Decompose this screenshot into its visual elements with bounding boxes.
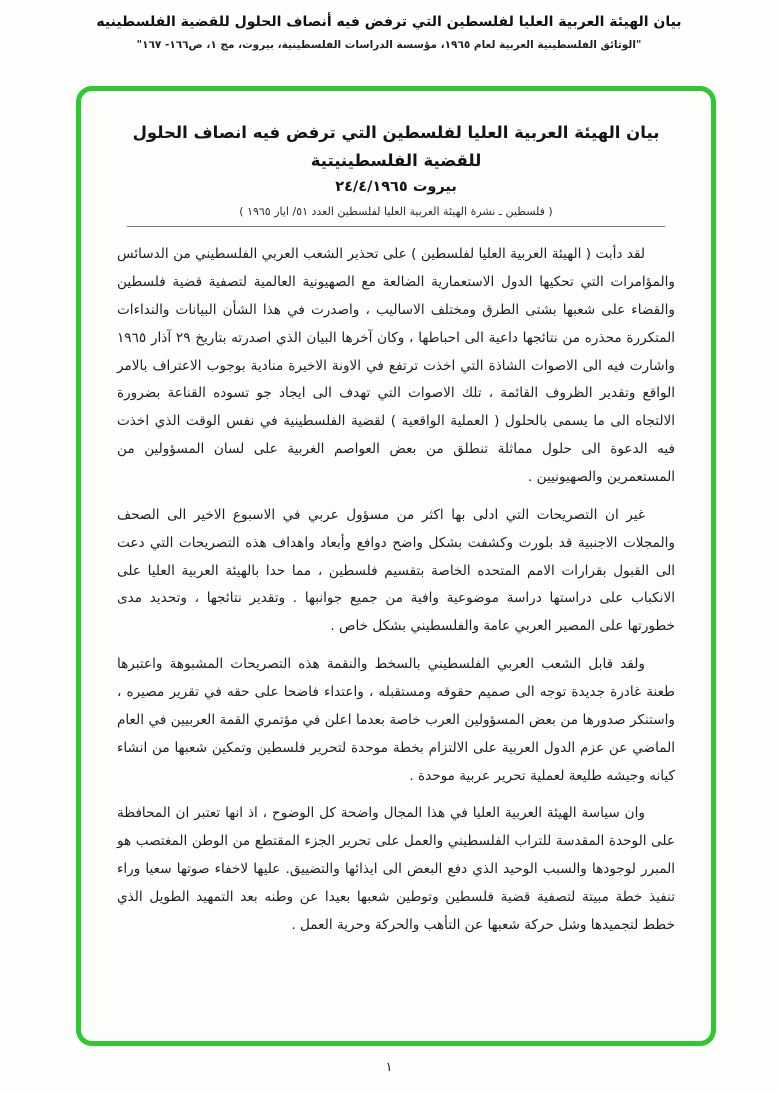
statement-paragraph: غير ان التصريحات التي ادلى بها اكثر من مسؤول عربي في الاسبوع الاخير الى الصحف والمجلات الاجنبية قد بلورت وكشفت بشكل واضح دوافع وأبعاد واهداف هذه التصريحات التي دعت الى القبول بقرارات الامم المتحده الخاصة بتقسيم فلسطين ، مما حدا بالهيئة العربية العليا على الانكباب على دراستها دراسة موضوعية وافية من جميع جوانبها . وتقدير نتائجها ، وتحديد مدى خطورتها على المصير العربي عامة والفلسطيني بشكل خاص . <box>117 506 675 635</box>
green-highlight-frame <box>76 86 716 1046</box>
page-number: ١ <box>385 1060 393 1075</box>
statement-source-note: ( فلسطين ـ نشرة الهيئة العربية العليا لفلسطين العدد ٥١/ ايار ١٩٦٥ ) <box>239 205 553 219</box>
page-header <box>0 0 778 51</box>
statement-title: بيان الهيئة العربية العليا لفلسطين التي ترفض فيه انصاف الحلول للقضية الفلسطينيتية <box>132 123 660 171</box>
statement-date-line: بيروت ٢٤/٤/١٩٦٥ <box>335 179 457 196</box>
statement-paragraph: لقد دأبت ( الهيئة العربية العليا لفلسطين ) على تحذير الشعب العربي الفلسطيني من الدسائس والمؤامرات التي تحكيها الدول الاستعمارية الضالعة مع الصهيونية العالمية لتصفية قضية فلسطين والقضاء على شعبها بشتى الطرق ومختلف الاساليب ، واصدرت في هذا الشأن البيانات والنداءات المتكررة محذره من نتائجها داعية الى احباطها ، وكان آخرها البيان الذي اصدرته بتاريخ ٢٩ آذار ١٩٦٥ واشارت فيه الى الاصوات الشاذة التي اخذت ترتفع في الاونة الاخيرة منادية بوجوب الاعتراف بالامر الواقع وتقدير الظروف القائمة ، تلك الاصوات التي تهدف الى ايجاد جو تسوده القناعة بضرورة الالتجاه الى ما يسمى بالحلول ( العملية الواقعية ) لقضية الفلسطينية في نفس الوقت الذي اخذت فيه الدعوة الى حلول مماثلة تنطلق من بعض العواصم الغربية على لسان المسؤولين من المستعمرين والصهيونيين . <box>117 246 675 485</box>
statement-paragraph: ولقد قابل الشعب العربي الفلسطيني بالسخط والنقمة هذه التصريحات المشبوهة واعتبرها طعنة غادرة جديدة توجه الى صميم حقوقه ومستقبله ، واعتداء فاضحا على حقه في تقرير مصيره ، واستنكر صدورها من بعض المسؤولين العرب خاصة بعدما اعلن في مؤتمري القمة العربيين في العام الماضي عن عزم الدول العربية على الالتزام بخطة موحدة لتحرير فلسطين وتمكين شعبها من انشاء كيانه وجيشه طليعة لعملية تحرير عربية موحدة . <box>117 656 675 784</box>
document-header-source-citation: "الوثائق الفلسطينية العربية لعام ١٩٦٥، مؤسسة الدراسات الفلسطينية، بيروت، مج ١، ص١٦٦- ١٦٧" <box>136 39 642 51</box>
title-divider-line <box>127 226 665 227</box>
document-header-title: بيان الهيئة العربية العليا لفلسطين التي ترفض فيه أنصاف الحلول للقضية الفلسطينيه <box>96 14 682 30</box>
statement-body <box>117 241 675 940</box>
statement-paragraph: وان سياسة الهيئة العربية العليا في هذا المجال واضحة كل الوضوح ، اذ انها تعتبر ان المحافظة على الوحدة المقدسة للتراب الفلسطيني والعمل على تحرير الجزء المقتطع من الوطن المغتصب هو المبرر لوجودها والسبب الوحيد الذي دفع البعض الى ايذائها والتضييق. عليها لاخفاء صوتها سعيا وراء تنفيذ خطة مبيتة لتصفية قضية فلسطين وتوطين شعبها بعيدا عن وطنه بعد التمهيد الطويل الذي خطط لتجميدها وشل حركة شعبها عن التأهب والحركة وحرية العمل . <box>117 805 675 933</box>
